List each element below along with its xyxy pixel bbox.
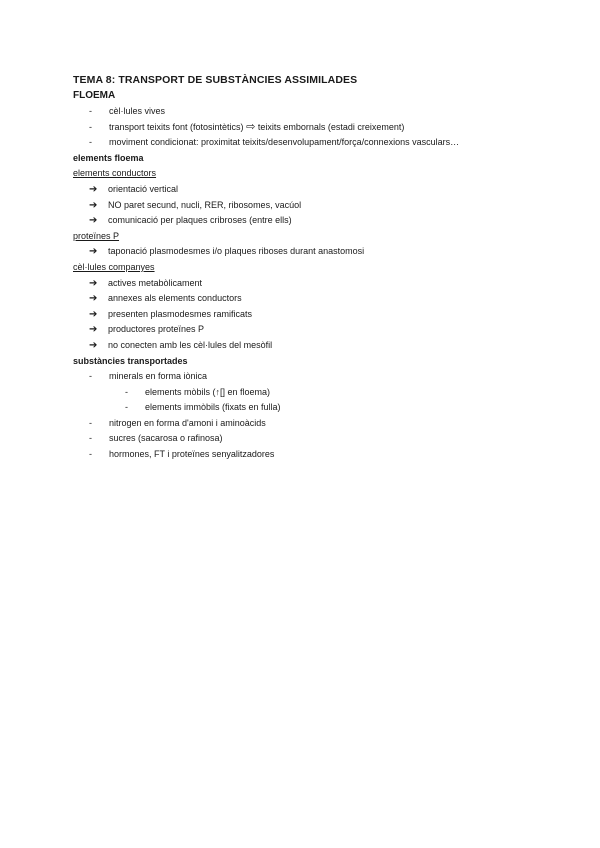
dash-bullet: -: [89, 449, 92, 460]
dash-bullet: -: [125, 386, 128, 397]
list-item: ➔ actives metabòlicament: [73, 276, 543, 292]
list-item: - sucres (sacarosa o rafinosa): [73, 431, 543, 447]
dash-bullet: -: [89, 417, 92, 428]
dash-bullet: -: [89, 371, 92, 382]
hollow-arrow-icon: ⇨: [246, 120, 256, 133]
dash-bullet: -: [89, 106, 92, 116]
section-heading-floema: FLOEMA: [73, 90, 116, 101]
list-item: ➔ NO paret secund, nucli, RER, ribosomes, vacúol: [73, 198, 543, 214]
list-item: ➔ presenten plasmodesmes ramificats: [73, 307, 543, 323]
list-item: - moviment condicionat: proximitat teixits/desenvolupament/força/connexions vasculars…: [73, 135, 543, 151]
nested-list-item: - elements immòbils (fixats en fulla): [73, 400, 543, 416]
arrow-bullet-icon: ➔: [89, 324, 98, 336]
arrow-bullet-icon: ➔: [89, 339, 98, 351]
dash-bullet: -: [89, 137, 92, 148]
dash-bullet: -: [89, 121, 92, 132]
arrow-bullet-icon: ➔: [89, 183, 98, 195]
dash-bullet: -: [89, 433, 92, 444]
subheading-proteines-p: proteïnes P: [73, 230, 120, 241]
list-item: ➔ annexes als elements conductors: [73, 291, 543, 307]
arrow-bullet-icon: ➔: [89, 215, 98, 227]
arrow-bullet-icon: ➔: [89, 199, 98, 211]
list-item: ➔ productores proteïnes P: [73, 322, 543, 338]
arrow-bullet-icon: ➔: [89, 277, 98, 289]
arrow-bullet-icon: ➔: [89, 308, 98, 320]
list-item: - hormones, FT i proteïnes senyalitzadores: [73, 447, 543, 463]
list-item: - cèl·lules vives: [73, 104, 543, 120]
list-item: - transport teixits font (fotosintètics) ⇨ teixits embornals (estadi creixement): [73, 120, 543, 136]
dash-bullet: -: [125, 402, 128, 413]
list-item: ➔ comunicació per plaques cribroses (entre ells): [73, 213, 543, 229]
subheading-cellules-companyes: cèl·lules companyes: [73, 261, 155, 272]
subheading-elements-floema: elements floema: [73, 152, 144, 163]
list-item: ➔ no conecten amb les cèl·lules del mesòfil: [73, 338, 543, 354]
list-item: ➔ orientació vertical: [73, 182, 543, 198]
list-item: ➔ taponació plasmodesmes i/o plaques riboses durant anastomosi: [73, 244, 543, 260]
arrow-bullet-icon: ➔: [89, 293, 98, 305]
subheading-substancies: substàncies transportades: [73, 355, 188, 366]
list-item: - minerals en forma iònica: [73, 369, 543, 385]
document-body: [73, 72, 543, 463]
nested-list-item: - elements mòbils (↑[] en floema): [73, 385, 543, 401]
arrow-bullet-icon: ➔: [89, 246, 98, 258]
subheading-elements-conductors: elements conductors: [73, 168, 157, 179]
page-title: TEMA 8: TRANSPORT DE SUBSTÀNCIES ASSIMILADES: [73, 74, 358, 86]
list-item: - nitrogen en forma d'amoni i aminoàcids: [73, 416, 543, 432]
